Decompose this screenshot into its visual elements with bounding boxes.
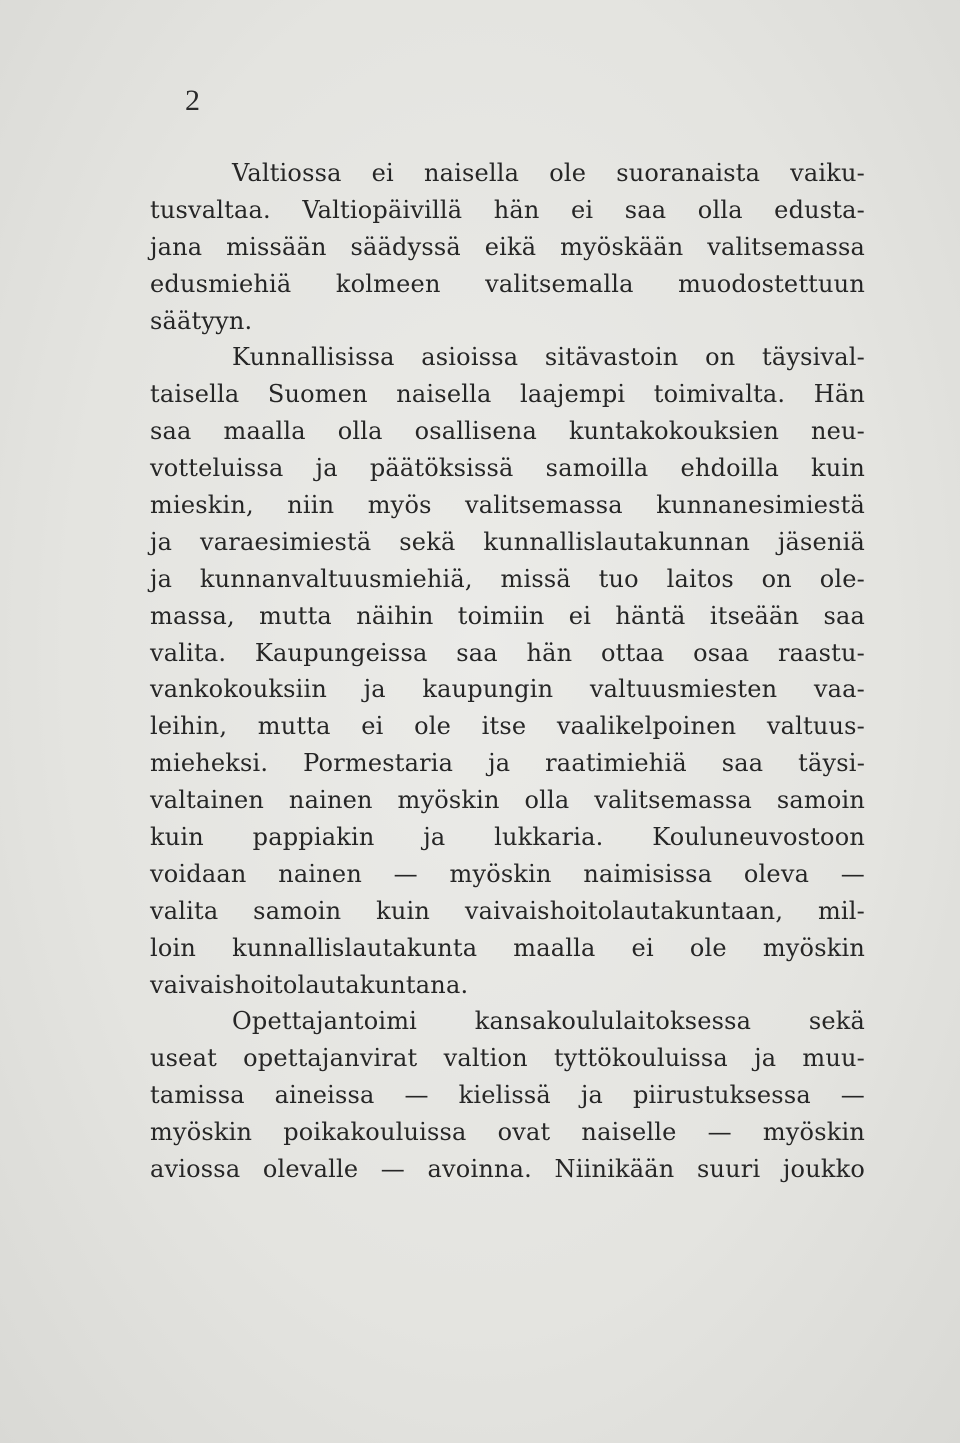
text-line: massa, mutta näihin toimiin ei häntä itseään saa <box>150 601 865 630</box>
text-line: voidaan nainen — myöskin naimisissa oleva — <box>150 859 865 888</box>
text-line: saa maalla olla osallisena kuntakokouksien neu- <box>150 417 865 446</box>
text-line: leihin, mutta ei ole itse vaalikelpoinen valtuus- <box>150 712 865 741</box>
text-line: aviossa olevalle — avoinna. Niinikään suuri joukko <box>150 1155 865 1184</box>
text-line: tusvaltaa. Valtiopäivillä hän ei saa olla edusta- <box>150 195 865 224</box>
text-line: ja kunnanvaltuusmiehiä, missä tuo laitos on ole- <box>150 564 865 593</box>
text-line: useat opettajanvirat valtion tyttökouluissa ja muu- <box>150 1044 865 1073</box>
text-line: mieheksi. Pormestaria ja raatimiehiä saa täysi- <box>150 749 865 778</box>
text-line: myöskin poikakouluissa ovat naiselle — myöskin <box>150 1118 865 1147</box>
text-line: vankokouksiin ja kaupungin valtuusmiesten vaa- <box>150 675 865 704</box>
text-line: Valtiossa ei naisella ole suoranaista vaiku- <box>232 159 865 187</box>
body-text <box>150 155 865 1188</box>
page-number: 2 <box>185 84 200 117</box>
text-line: vaivaishoitolautakuntana. <box>150 970 469 999</box>
text-line: mieskin, niin myös valitsemassa kunnanesimiestä <box>150 491 865 520</box>
text-line: edusmiehiä kolmeen valitsemalla muodostettuun <box>150 269 865 298</box>
text-line: kuin pappiakin ja lukkaria. Kouluneuvostoon <box>150 823 865 852</box>
text-line: jana missään säädyssä eikä myöskään valitsemassa <box>150 232 865 261</box>
text-line: säätyyn. <box>150 306 253 335</box>
text-line: tamissa aineissa — kielissä ja piirustuksessa — <box>150 1081 865 1110</box>
text-line: loin kunnallislautakunta maalla ei ole myöskin <box>150 933 865 962</box>
text-line: Opettajantoimi kansakoululaitoksessa sekä <box>232 1007 865 1036</box>
text-line: votteluissa ja päätöksissä samoilla ehdoilla kuin <box>150 454 865 483</box>
text-line: valita samoin kuin vaivaishoitolautakuntaan, mil- <box>150 896 865 925</box>
text-line: Kunnallisissa asioissa sitävastoin on täysival- <box>232 343 865 372</box>
text-line: ja varaesimiestä sekä kunnallislautakunnan jäseniä <box>150 527 865 556</box>
text-line: valtainen nainen myöskin olla valitsemassa samoin <box>150 786 865 815</box>
text-line: valita. Kaupungeissa saa hän ottaa osaa raastu- <box>150 638 865 667</box>
text-line: taisella Suomen naisella laajempi toimivalta. Hän <box>150 380 865 409</box>
